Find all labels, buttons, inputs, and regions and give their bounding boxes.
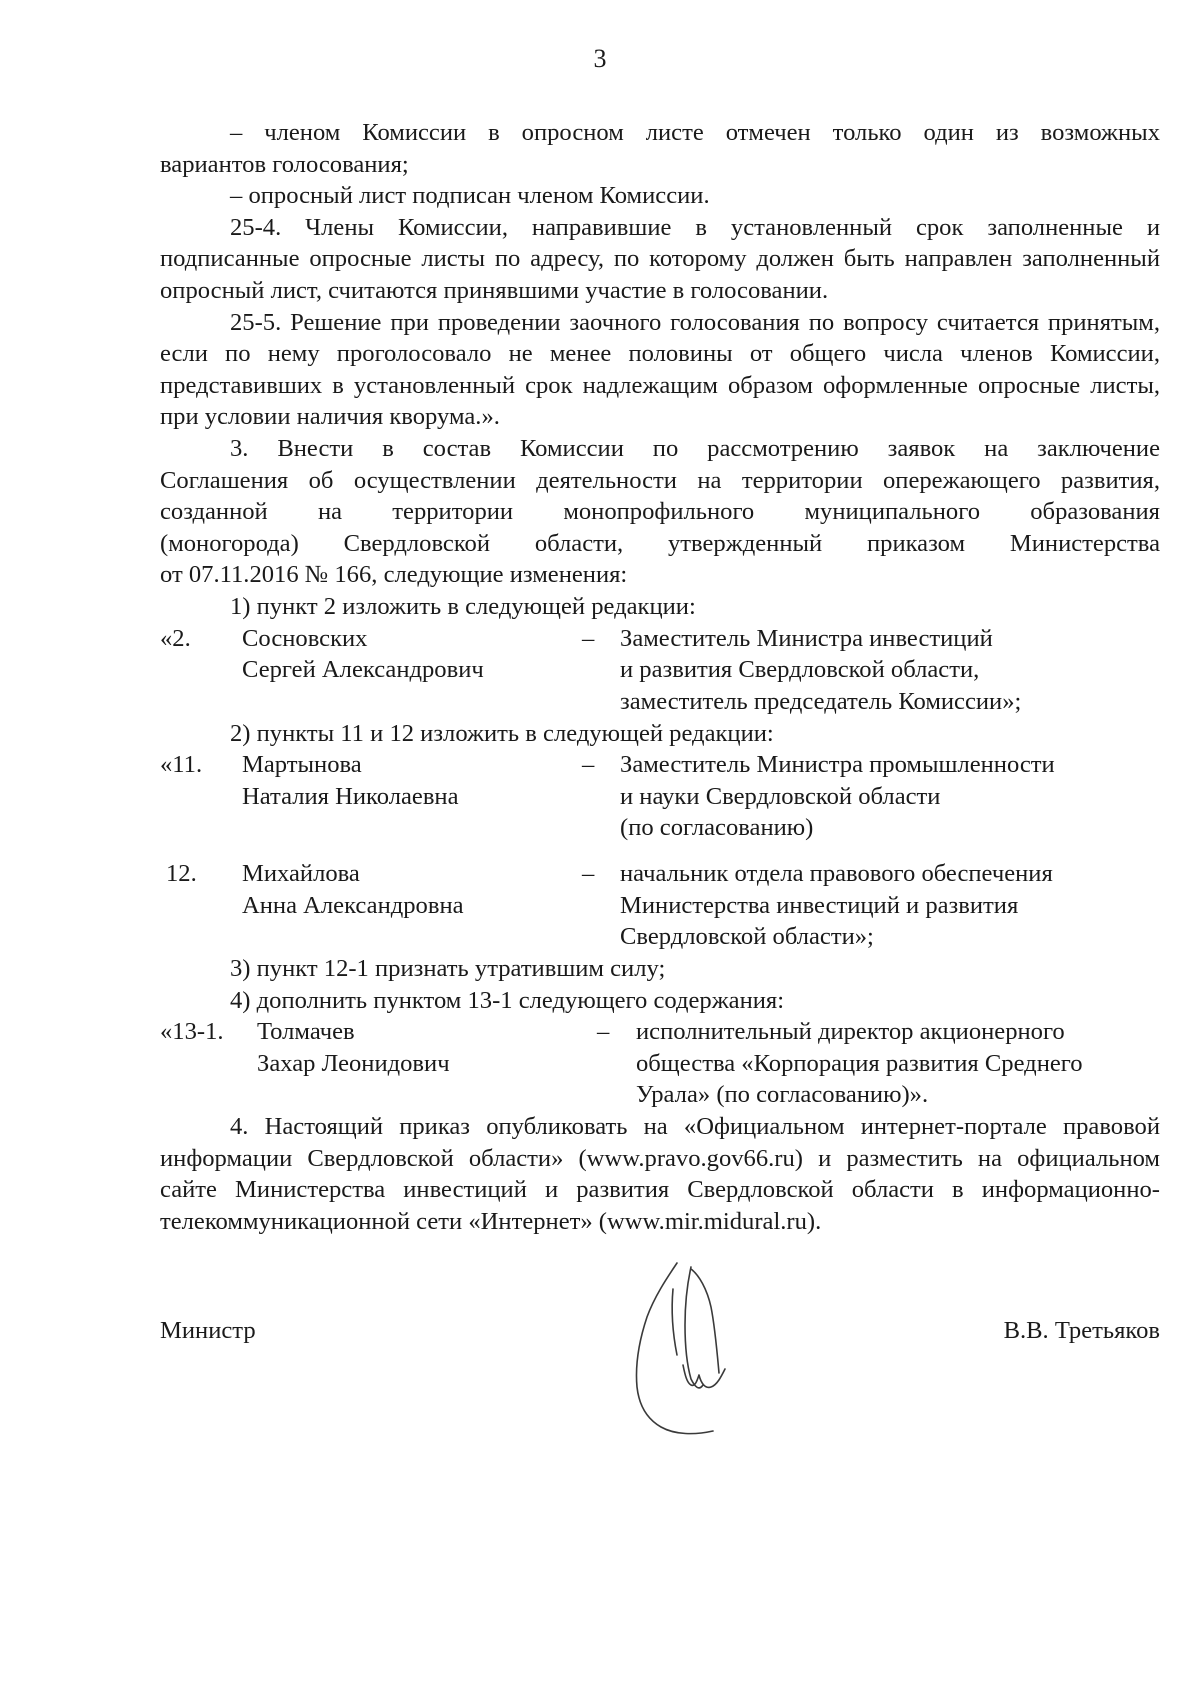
member-name: Сосновских Сергей Александрович [242,624,484,684]
list-item-2: 2) пункты 11 и 12 изложить в следующей редакции: [230,719,774,747]
list-item-3: 3) пункт 12-1 признать утратившим силу; [230,955,666,983]
paragraph-25-5: 25-5. Решение при проведении заочного голосования по вопросу считается принятым, если по нему проголосовало не менее половины от общего числа членов Комиссии, представивших в установленный срок надлежащим образом оформленные опросные листы, при условии наличия кворума.». [160,308,1160,431]
member-entry [160,1016,1160,1111]
paragraph-4: 4. Настоящий приказ опубликовать на «Официальном интернет-портале правовой информации Свердловской области» (www.pravo.gov66.ru) и разместить на официальном сайте Министерства инвестиций и развития Свердловской области в информационно-телекоммуникационной сети «Интернет» (www.mir.midural.ru). [160,1113,1160,1236]
handwritten-signature-icon [625,1255,755,1465]
member-entry [160,623,1160,718]
paragraph-line: – членом Комиссии в опросном листе отмечен только один из возможных [230,119,1160,146]
member-name: Мартынова Наталия Николаевна [242,751,459,810]
paragraph-line: 3. Внести в состав Комиссии по рассмотрению заявок на заключение [230,434,1160,462]
member-dash: – [582,860,595,888]
paragraph-line: Соглашения об осуществлении деятельности на территории опережающего развития, [160,466,1160,494]
paragraph: – опросный лист подписан членом Комиссии. [230,182,710,210]
page-number: 3 [593,44,607,73]
paragraph-line: вариантов голосования; [160,150,409,178]
paragraph-25-4: 25-4. Члены Комиссии, направившие в установленный срок заполненные и подписанные опросные листы по адресу, по которому должен быть направлен заполненный опросный лист, считаются принявшими участие в голосовании. [160,213,1160,304]
member-dash: – [582,624,595,652]
signatory-name: В.В. Третьяков [1003,1317,1160,1344]
member-number: «11. [160,751,203,779]
list-item-1: 1) пункт 2 изложить в следующей редакции: [230,592,696,620]
list-item-4: 4) дополнить пунктом 13-1 следующего содержания: [230,986,785,1014]
signatory-title: Министр [160,1317,256,1344]
member-entry [160,749,1160,858]
member-entry [160,858,1160,953]
paragraph-line: созданной на территории монопрофильного муниципального образования [160,498,1160,526]
document-body [160,117,1160,1238]
member-name: Толмачев Захар Леонидович [257,1018,450,1077]
member-dash: – [582,751,595,779]
paragraph-line: от 07.11.2016 № 166, следующие изменения: [160,561,628,589]
signature-block [160,1315,1160,1351]
member-name: Михайлова Анна Александровна [242,860,464,919]
member-number: «13-1. [160,1018,224,1046]
member-role: Заместитель Министра промышленности и науки Свердловской области (по согласованию) [620,751,1055,842]
member-number: «2. [160,624,191,652]
paragraph-line: (моногорода) Свердловской области, утвержденный приказом Министерства [160,529,1160,557]
member-number: 12. [166,860,197,888]
member-role: Заместитель Министра инвестиций и развития Свердловской области, заместитель председатель Комиссии»; [620,624,1022,715]
member-role: начальник отдела правового обеспечения Министерства инвестиций и развития Свердловской области»; [620,860,1053,951]
member-role: исполнительный директор акционерного общества «Корпорация развития Среднего Урала» (по согласованию)». [636,1018,1083,1109]
member-dash: – [597,1018,610,1046]
